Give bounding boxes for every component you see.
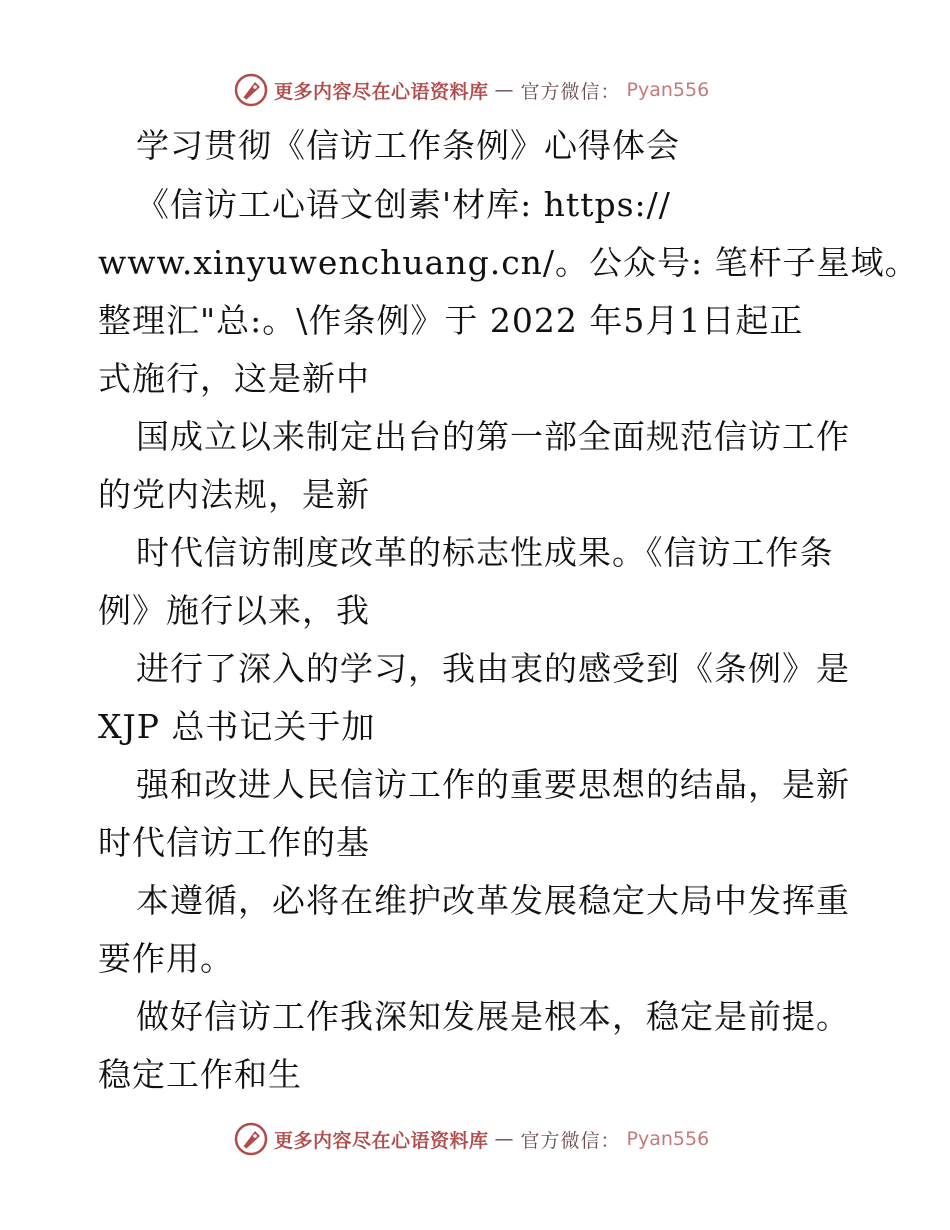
body-line: 《信访工心语文创素'材库: https://: [136, 185, 671, 224]
body-line: 整理汇"总:。\作条例》于 2022 年5月1日起正: [98, 301, 804, 340]
body-line: 国成立以来制定出台的第一部全面规范信访工作: [136, 417, 850, 456]
watermark-wechat-label: 官方微信：: [520, 80, 621, 103]
watermark-wechat-id: Pyan556: [626, 1128, 710, 1150]
body-line: 式施行，这是新中: [98, 359, 370, 398]
header-watermark: [234, 72, 709, 108]
body-line: 时代信访制度改革的标志性成果。《信访工作条: [136, 533, 834, 572]
body-line: 时代信访工作的基: [98, 823, 370, 862]
body-line: 的党内法规，是新: [98, 475, 370, 514]
body-line: 要作用。: [98, 939, 234, 978]
body-line: www.xinyuwenchuang.cn/。公众号: 笔杆子星域。: [98, 243, 919, 282]
body-line: 进行了深入的学习，我由衷的感受到《条例》是: [136, 649, 850, 688]
watermark-separator: —: [494, 1128, 515, 1150]
watermark-wechat-id: Pyan556: [626, 79, 710, 101]
pen-nib-logo-icon: [234, 73, 268, 107]
body-line: 本遵循，必将在维护改革发展稳定大局中发挥重: [136, 881, 850, 920]
body-line: 强和改进人民信访工作的重要思想的结晶，是新: [136, 765, 850, 804]
watermark-separator: —: [494, 79, 515, 101]
body-line: 例》施行以来，我: [98, 591, 370, 630]
pen-nib-logo-icon: [234, 1122, 268, 1156]
body-line: XJP 总书记关于加: [98, 707, 376, 746]
watermark-brand: 更多内容尽在心语资料库: [274, 1129, 489, 1152]
watermark-brand: 更多内容尽在心语资料库: [274, 80, 489, 103]
document-title: 学习贯彻《信访工作条例》心得体会: [136, 126, 680, 165]
body-line: 做好信访工作我深知发展是根本，稳定是前提。: [136, 997, 850, 1036]
body-line: 稳定工作和生: [98, 1055, 302, 1094]
footer-watermark: [234, 1121, 709, 1157]
watermark-wechat-label: 官方微信：: [520, 1129, 621, 1152]
